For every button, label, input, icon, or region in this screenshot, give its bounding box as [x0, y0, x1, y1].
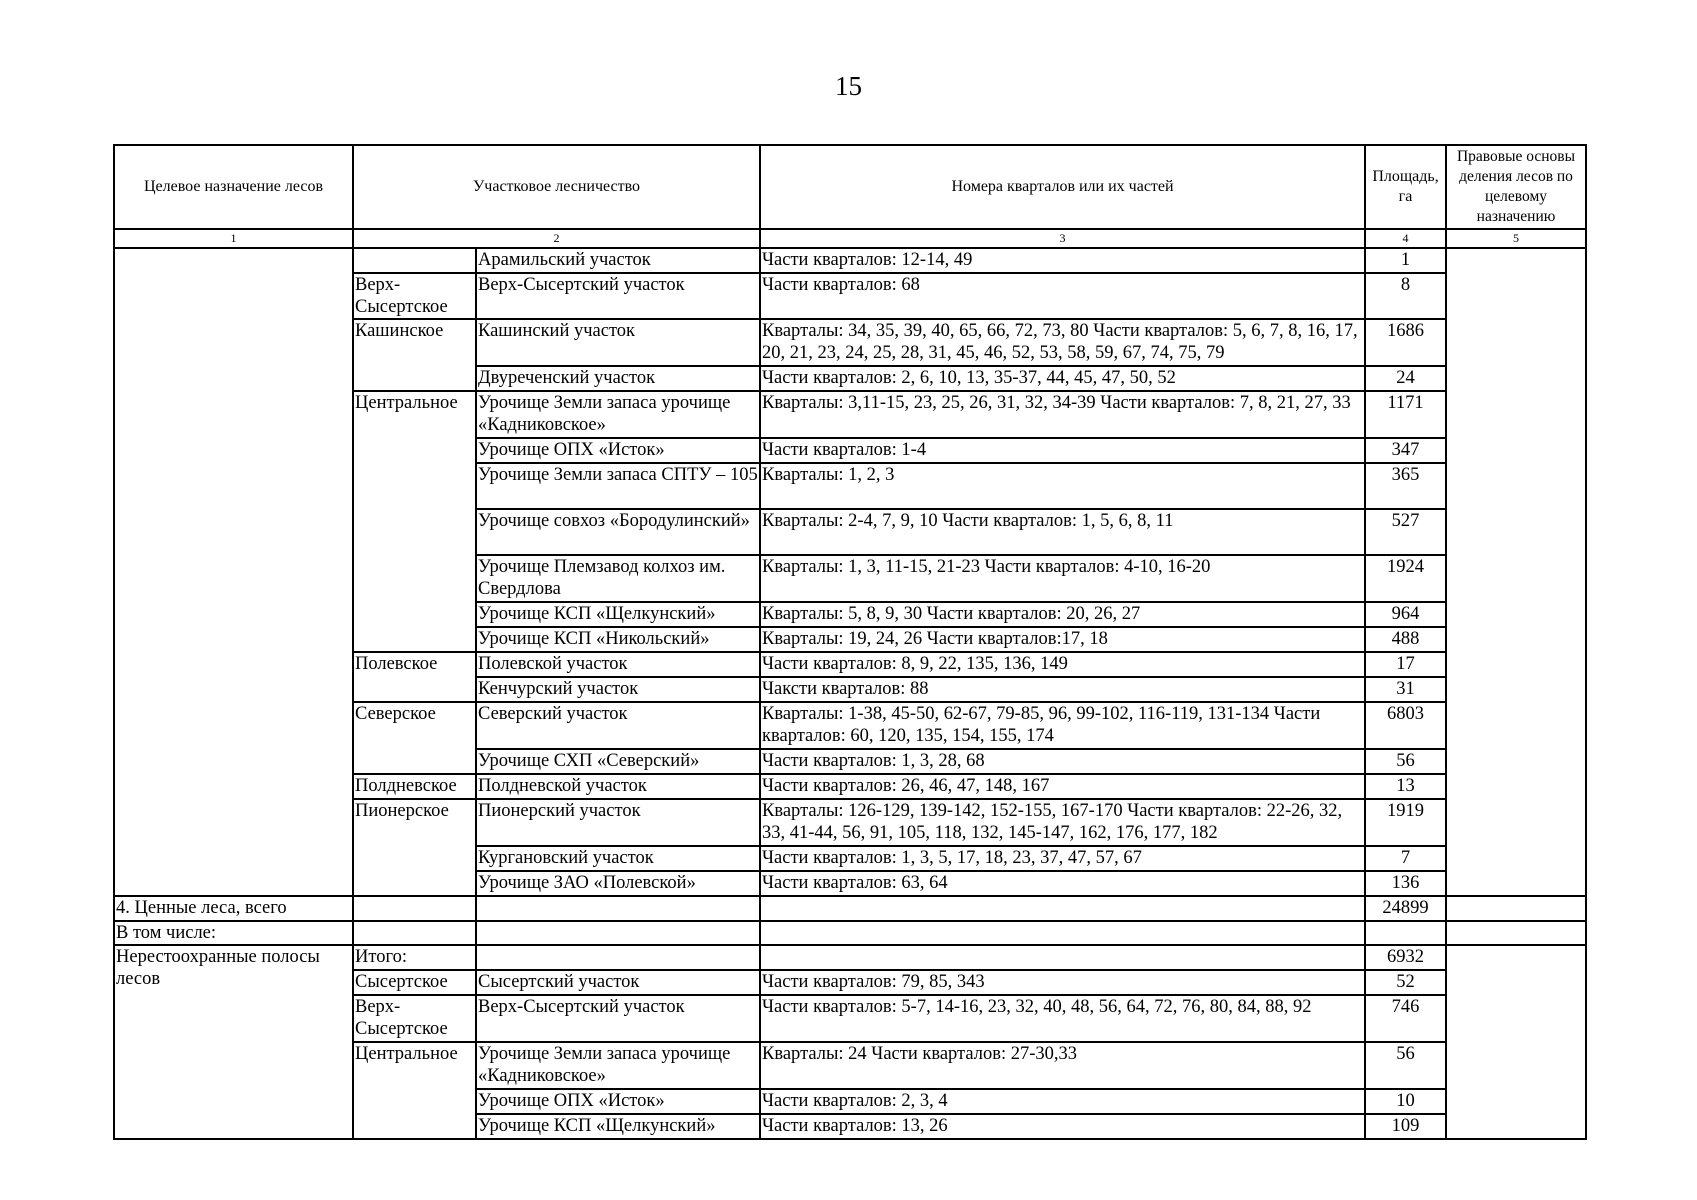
column-number: 4 [1365, 229, 1446, 248]
area-cell: 6803 [1365, 702, 1446, 749]
forestry-cell: Центральное [353, 391, 476, 652]
site-cell [476, 945, 760, 970]
site-cell: Полдневской участок [476, 774, 760, 799]
area-cell [1365, 921, 1446, 945]
site-cell: Урочище СХП «Северский» [476, 749, 760, 774]
header-purpose: Целевое назначение лесов [114, 145, 353, 229]
including-label: В том числе: [114, 921, 353, 945]
area-cell: 31 [1365, 677, 1446, 702]
spawning-total-area: 6932 [1365, 945, 1446, 970]
site-cell: Урочище совхоз «Бородулинский» [476, 509, 760, 555]
site-cell: Пионерский участок [476, 799, 760, 846]
area-cell: 8 [1365, 273, 1446, 319]
quarters-cell: Части кварталов: 26, 46, 47, 148, 167 [760, 774, 1365, 799]
quarters-cell [760, 896, 1365, 921]
quarters-cell: Части кварталов: 1-4 [760, 438, 1365, 463]
legal-basis-cell [1446, 248, 1586, 896]
quarters-cell: Кварталы: 24 Части кварталов: 27-30,33 [760, 1042, 1365, 1089]
site-cell: Верх-Сысертский участок [476, 273, 760, 319]
legal-basis-cell [1446, 896, 1586, 921]
quarters-cell: Части кварталов: 2, 3, 4 [760, 1089, 1365, 1114]
forestry-cell [353, 921, 476, 945]
site-cell: Урочище Земли запаса урочище «Кадниковское» [476, 391, 760, 438]
quarters-cell: Части кварталов: 2, 6, 10, 13, 35-37, 44, 45, 47, 50, 52 [760, 366, 1365, 391]
forestry-cell [353, 896, 476, 921]
area-cell: 1924 [1365, 555, 1446, 602]
quarters-cell: Кварталы: 5, 8, 9, 30 Части кварталов: 20, 26, 27 [760, 602, 1365, 627]
quarters-cell: Части кварталов: 5-7, 14-16, 23, 32, 40, 48, 56, 64, 72, 76, 80, 84, 88, 92 [760, 995, 1365, 1042]
quarters-cell: Части кварталов: 8, 9, 22, 135, 136, 149 [760, 652, 1365, 677]
quarters-cell: Кварталы: 126-129, 139-142, 152-155, 167-170 Части кварталов: 22-26, 32, 33, 41-44, 56, 91, 105, 118, 132, 145-147, 162, 176, 177, 182 [760, 799, 1365, 846]
header-area: Площадь, га [1365, 145, 1446, 229]
site-cell: Урочище ЗАО «Полевской» [476, 871, 760, 896]
including-row [114, 921, 1586, 945]
quarters-cell: Части кварталов: 79, 85, 343 [760, 970, 1365, 995]
spawning-total-row [114, 945, 1586, 970]
table-row [114, 248, 1586, 273]
forestry-cell: Сысертское [353, 970, 476, 995]
site-cell: Арамильский участок [476, 248, 760, 273]
site-cell: Кургановский участок [476, 846, 760, 871]
site-cell [476, 921, 760, 945]
site-cell: Урочище ОПХ «Исток» [476, 1089, 760, 1114]
site-cell: Верх-Сысертский участок [476, 995, 760, 1042]
site-cell: Урочище КСП «Щелкунский» [476, 602, 760, 627]
area-cell: 56 [1365, 749, 1446, 774]
quarters-cell: Части кварталов: 12-14, 49 [760, 248, 1365, 273]
forestry-cell: Полевское [353, 652, 476, 702]
area-cell: 17 [1365, 652, 1446, 677]
site-cell: Полевской участок [476, 652, 760, 677]
forestry-cell: Пионерское [353, 799, 476, 896]
area-cell: 1 [1365, 248, 1446, 273]
forestry-cell: Северское [353, 702, 476, 774]
quarters-cell: Кварталы: 3,11-15, 23, 25, 26, 31, 32, 34-39 Части кварталов: 7, 8, 21, 27, 33 [760, 391, 1365, 438]
quarters-cell: Части кварталов: 68 [760, 273, 1365, 319]
area-cell: 7 [1365, 846, 1446, 871]
valuable-forests-row [114, 896, 1586, 921]
area-cell: 1919 [1365, 799, 1446, 846]
site-cell: Урочище Земли запаса урочище «Кадниковское» [476, 1042, 760, 1089]
forestry-cell: Верх-Сысертское [353, 273, 476, 319]
area-cell: 347 [1365, 438, 1446, 463]
area-cell: 1171 [1365, 391, 1446, 438]
forest-purpose-table [113, 144, 1587, 1140]
forestry-cell: Кашинское [353, 319, 476, 391]
purpose-cell [114, 248, 353, 896]
area-cell: 52 [1365, 970, 1446, 995]
area-cell: 527 [1365, 509, 1446, 555]
site-cell: Северский участок [476, 702, 760, 749]
quarters-cell: Кварталы: 1-38, 45-50, 62-67, 79-85, 96, 99-102, 116-119, 131-134 Части кварталов: 60, 120, 135, 154, 155, 174 [760, 702, 1365, 749]
spawning-strips-label: Нерестоохранные полосы лесов [114, 945, 353, 1139]
site-cell: Урочище Племзавод колхоз им. Свердлова [476, 555, 760, 602]
area-cell: 488 [1365, 627, 1446, 652]
quarters-cell: Части кварталов: 13, 26 [760, 1114, 1365, 1139]
quarters-cell [760, 945, 1365, 970]
site-cell: Урочище Земли запаса СПТУ – 105 [476, 463, 760, 509]
site-cell: Кенчурский участок [476, 677, 760, 702]
area-cell: 365 [1365, 463, 1446, 509]
valuable-forests-area: 24899 [1365, 896, 1446, 921]
forestry-cell: Верх-Сысертское [353, 995, 476, 1042]
area-cell: 24 [1365, 366, 1446, 391]
column-number: 5 [1446, 229, 1586, 248]
legal-basis-cell [1446, 945, 1586, 1139]
area-cell: 964 [1365, 602, 1446, 627]
area-cell: 746 [1365, 995, 1446, 1042]
area-cell: 1686 [1365, 319, 1446, 366]
header-legal-basis: Правовые основы деления лесов по целевому назначению [1446, 145, 1586, 229]
quarters-cell: Кварталы: 2-4, 7, 9, 10 Части кварталов: 1, 5, 6, 8, 11 [760, 509, 1365, 555]
total-label: Итого: [353, 945, 476, 970]
valuable-forests-label: 4. Ценные леса, всего [114, 896, 353, 921]
quarters-cell: Кварталы: 19, 24, 26 Части кварталов:17, 18 [760, 627, 1365, 652]
quarters-cell: Части кварталов: 1, 3, 5, 17, 18, 23, 37, 47, 57, 67 [760, 846, 1365, 871]
forestry-cell: Полдневское [353, 774, 476, 799]
quarters-cell: Кварталы: 1, 3, 11-15, 21-23 Части кварталов: 4-10, 16-20 [760, 555, 1365, 602]
site-cell: Кашинский участок [476, 319, 760, 366]
site-cell [476, 896, 760, 921]
forestry-cell: Центральное [353, 1042, 476, 1139]
area-cell: 56 [1365, 1042, 1446, 1089]
column-number: 3 [760, 229, 1365, 248]
area-cell: 109 [1365, 1114, 1446, 1139]
legal-basis-cell [1446, 921, 1586, 945]
quarters-cell [760, 921, 1365, 945]
site-cell: Урочище ОПХ «Исток» [476, 438, 760, 463]
table-header-row [114, 145, 1586, 229]
site-cell: Урочище КСП «Никольский» [476, 627, 760, 652]
header-forestry: Участковое лесничество [353, 145, 760, 229]
quarters-cell: Части кварталов: 1, 3, 28, 68 [760, 749, 1365, 774]
column-numbers-row [114, 229, 1586, 248]
header-quarters: Номера кварталов или их частей [760, 145, 1365, 229]
area-cell: 10 [1365, 1089, 1446, 1114]
area-cell: 13 [1365, 774, 1446, 799]
page-number: 15 [835, 71, 862, 101]
quarters-cell: Чаксти кварталов: 88 [760, 677, 1365, 702]
site-cell: Урочище КСП «Щелкунский» [476, 1114, 760, 1139]
quarters-cell: Кварталы: 1, 2, 3 [760, 463, 1365, 509]
area-cell: 136 [1365, 871, 1446, 896]
forestry-cell [353, 248, 476, 273]
column-number: 1 [114, 229, 353, 248]
quarters-cell: Части кварталов: 63, 64 [760, 871, 1365, 896]
site-cell: Сысертский участок [476, 970, 760, 995]
quarters-cell: Кварталы: 34, 35, 39, 40, 65, 66, 72, 73, 80 Части кварталов: 5, 6, 7, 8, 16, 17, 20, 21, 23, 24, 25, 28, 31, 45, 46, 52, 53, 58, 59, 67, 74, 75, 79 [760, 319, 1365, 366]
column-number: 2 [353, 229, 760, 248]
site-cell: Двуреченский участок [476, 366, 760, 391]
